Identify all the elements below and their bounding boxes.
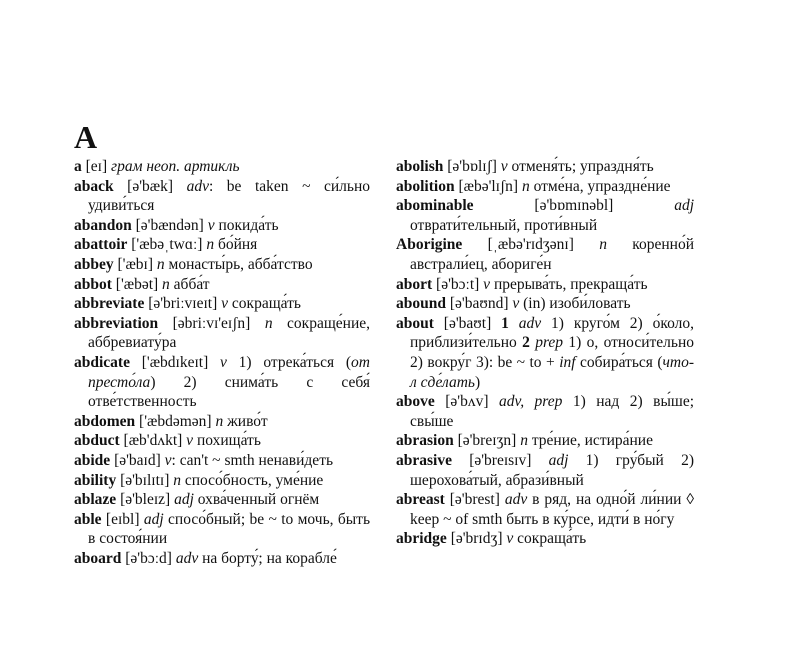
entry-label: v: [186, 432, 194, 450]
entry-definition: отменя́ть; упраздня́ть: [507, 158, 654, 175]
entry-sense-number: 2: [522, 334, 530, 352]
entry-transcription: ['æbəˌtwɑː]: [131, 236, 203, 254]
dictionary-entry: [74, 510, 370, 549]
entry-transcription: [ə'baɪd]: [114, 451, 161, 469]
dictionary-entry: [396, 177, 694, 197]
entry-label: adv: [175, 549, 199, 567]
entry-definition: 1) круго́м 2) о́коло, приблизи́тельно: [410, 314, 694, 352]
entry-label: adv: [504, 491, 528, 509]
entry-label: adj: [548, 451, 569, 469]
entry-definition: ): [474, 373, 481, 391]
entry-label: adv: [518, 314, 542, 332]
entry-label: n: [599, 236, 607, 254]
entry-label: n: [264, 314, 273, 332]
entry-transcription: ['æbdəmən]: [139, 412, 212, 430]
entry-transcription: [ə'bæk]: [127, 177, 174, 195]
entry-label: n: [173, 471, 181, 489]
entry-transcription: [eɪbl]: [105, 510, 140, 528]
dictionary-entry: [74, 471, 370, 491]
entry-headword: abominable: [396, 197, 474, 215]
entry-definition: покида́ть: [214, 216, 279, 234]
entry-definition: в ряд, на одно́й ли́нии ◊ keep ~ of smth быть в ку́рсе, идти́ в но́гу: [410, 491, 695, 528]
entry-label: грам неоп. артикль: [111, 158, 240, 175]
entry-label: adv: [186, 177, 209, 195]
entry-headword: abattoir: [74, 236, 128, 254]
dictionary-entry: [74, 451, 370, 471]
dictionary-entry: [396, 451, 694, 490]
dictionary-entry: [396, 294, 694, 314]
entry-label: n: [162, 275, 170, 293]
dictionary-entry: [396, 490, 694, 529]
entry-headword: able: [74, 510, 102, 528]
entry-definition: сокраще́ние, аббревиату́ра: [88, 314, 371, 352]
dictionary-entry: [396, 529, 694, 549]
entry-definition: спосо́бность, уме́ние: [180, 471, 324, 489]
entry-definition: 1) над 2) вы́ше; свы́ше: [410, 393, 695, 430]
entry-transcription: [ə'baʊt]: [443, 314, 492, 332]
dictionary-entry: [74, 157, 370, 177]
entry-label: adv, prep: [498, 393, 563, 411]
entry-label: n: [156, 255, 165, 273]
entry-label: n: [521, 177, 530, 195]
entry-headword: abreast: [396, 491, 445, 509]
entry-definition: живо́т: [223, 412, 268, 430]
entry-definition: на борту́; на корабле́: [198, 549, 337, 567]
entry-transcription: [əbriːvɪ'eɪʃn]: [172, 314, 251, 332]
dictionary-entry: [74, 490, 370, 510]
entry-headword: abbey: [74, 255, 114, 273]
dictionary-entry: [396, 431, 694, 451]
left-column: [74, 157, 370, 568]
entry-definition: ) 2) снима́ть с себя́ отве́тственность: [88, 373, 370, 411]
entry-label: adj: [674, 197, 695, 215]
entry-transcription: [ə'bændən]: [135, 216, 204, 234]
dictionary-entry: [74, 177, 370, 216]
entry-definition: : can't ~ smth ненави́деть: [171, 451, 334, 469]
dictionary-entry: [396, 235, 694, 274]
entry-label: от престо́ла: [88, 353, 370, 391]
entry-headword: abolish: [396, 158, 444, 175]
entry-transcription: [eɪ]: [85, 158, 108, 175]
entry-transcription: [ə'bʌv]: [445, 393, 489, 411]
entry-transcription: ['æbdɪkeɪt]: [141, 353, 209, 371]
entry-definition: спосо́бный; be ~ to мочь, быть в состоя́нии: [88, 510, 371, 548]
entry-definition: собира́ться (: [575, 353, 663, 371]
entry-transcription: [ə'brest]: [449, 491, 500, 509]
entry-transcription: [æb'dʌkt]: [123, 432, 183, 450]
entry-headword: abrasion: [396, 432, 454, 450]
entry-headword: abort: [396, 275, 433, 293]
entry-headword: abrasive: [396, 451, 452, 469]
entry-transcription: [ə'breɪʒn]: [457, 432, 517, 450]
entry-label: n: [206, 236, 215, 254]
entry-headword: Aborigine: [396, 236, 463, 254]
entry-label: v: [207, 216, 215, 234]
entry-headword: abandon: [74, 216, 132, 234]
entry-definition: бо́йня: [214, 236, 258, 254]
dictionary-entry: [74, 294, 370, 314]
entry-label: v: [512, 295, 520, 313]
entry-label: v: [220, 353, 227, 371]
entry-transcription: [ə'bleɪz]: [120, 491, 171, 509]
dictionary-entry: [396, 157, 694, 177]
entry-label: что-л сде́лать: [410, 353, 694, 391]
entry-transcription: [æbə'lɪʃn]: [458, 177, 519, 195]
dictionary-entry: [74, 216, 370, 236]
entry-label: n: [215, 412, 224, 430]
entry-definition: охва́ченный огнём: [193, 491, 320, 509]
entry-transcription: ['æbət]: [115, 275, 159, 293]
entry-definition: : be taken ~ си́льно удиви́ться: [88, 177, 371, 215]
dictionary-entry: [74, 275, 370, 295]
entry-definition: 1) гру́бый 2) шерохова́тый, абрази́вный: [410, 451, 694, 489]
dictionary-entry: [396, 314, 694, 392]
dictionary-entry: [74, 353, 370, 412]
section-letter: A: [74, 119, 98, 155]
right-column: [396, 157, 694, 549]
entry-definition: 1) отрека́ться (: [226, 353, 352, 371]
entry-definition: 1) о, относи́тельно 2) вокру́г 3): be ~ to +: [410, 334, 694, 371]
entry-headword: abridge: [396, 530, 447, 548]
entry-label: v: [221, 295, 229, 313]
entry-transcription: [ə'brɪdʒ]: [450, 530, 503, 548]
entry-headword: abbreviate: [74, 295, 145, 313]
entry-transcription: [ˌæbə'rɪdʒənɪ]: [487, 236, 574, 254]
entry-label: v: [506, 530, 514, 548]
entry-transcription: [ə'bɔːt]: [436, 275, 480, 293]
entry-definition: похища́ть: [193, 432, 261, 450]
entry-definition: (in) изоби́ловать: [519, 295, 631, 313]
entry-headword: aboard: [74, 549, 122, 567]
entry-headword: aback: [74, 177, 114, 195]
dictionary-entry: [74, 549, 370, 569]
dictionary-entry: [396, 392, 694, 431]
entry-definition: прерыва́ть, прекраща́ть: [490, 275, 648, 293]
entry-headword: above: [396, 393, 435, 411]
dictionary-entry: [74, 255, 370, 275]
entry-headword: abdomen: [74, 412, 136, 430]
entry-headword: abound: [396, 295, 446, 313]
entry-definition: отврати́тельный, проти́вный: [410, 216, 598, 234]
entry-headword: ability: [74, 471, 117, 489]
entry-headword: a: [74, 158, 82, 175]
dictionary-entry: [74, 431, 370, 451]
entry-label: v: [483, 275, 491, 293]
entry-definition: отме́на, упраздне́ние: [529, 177, 671, 195]
entry-definition: сокраща́ть: [513, 530, 587, 548]
dictionary-entry: [74, 235, 370, 255]
entry-headword: ablaze: [74, 491, 117, 509]
entry-transcription: [ə'breɪsɪv]: [469, 451, 532, 469]
dictionary-entry: [396, 196, 694, 235]
entry-headword: about: [396, 314, 434, 332]
entry-headword: abdicate: [74, 353, 130, 371]
entry-transcription: ['æbɪ]: [117, 255, 154, 273]
dictionary-entry: [74, 314, 370, 353]
entry-label: inf: [559, 353, 576, 371]
entry-definition: сокраща́ть: [228, 295, 301, 313]
entry-definition: [509, 315, 519, 332]
entry-transcription: [ə'baʊnd]: [449, 295, 509, 313]
entry-headword: abbot: [74, 275, 112, 293]
entry-label: v: [500, 158, 508, 175]
entry-label: n: [520, 432, 528, 450]
entry-label: adj: [174, 491, 194, 509]
entry-headword: abbreviation: [74, 314, 159, 332]
entry-label: prep: [535, 334, 564, 352]
entry-definition: коренно́й австрали́ец, абориге́н: [410, 236, 694, 273]
entry-transcription: [ə'bɔːd]: [125, 549, 172, 567]
entry-definition: абба́т: [169, 275, 210, 293]
entry-definition: монасты́рь, абба́тство: [164, 255, 313, 273]
entry-transcription: [ə'bɒlɪʃ]: [447, 158, 497, 175]
dictionary-entry: [396, 275, 694, 295]
dictionary-entry: [74, 412, 370, 432]
entry-transcription: [ə'briːvɪeɪt]: [148, 295, 218, 313]
entry-headword: abduct: [74, 432, 120, 450]
entry-headword: abolition: [396, 177, 455, 195]
entry-label: v: [164, 451, 172, 469]
entry-transcription: [ə'bɒmɪnəbl]: [534, 197, 614, 215]
entry-definition: тре́ние, истира́ние: [527, 432, 653, 450]
entry-headword: abide: [74, 451, 111, 469]
entry-transcription: [ə'bɪlɪtɪ]: [120, 471, 170, 489]
entry-label: adj: [143, 510, 164, 528]
entry-sense-number: 1: [501, 314, 509, 332]
